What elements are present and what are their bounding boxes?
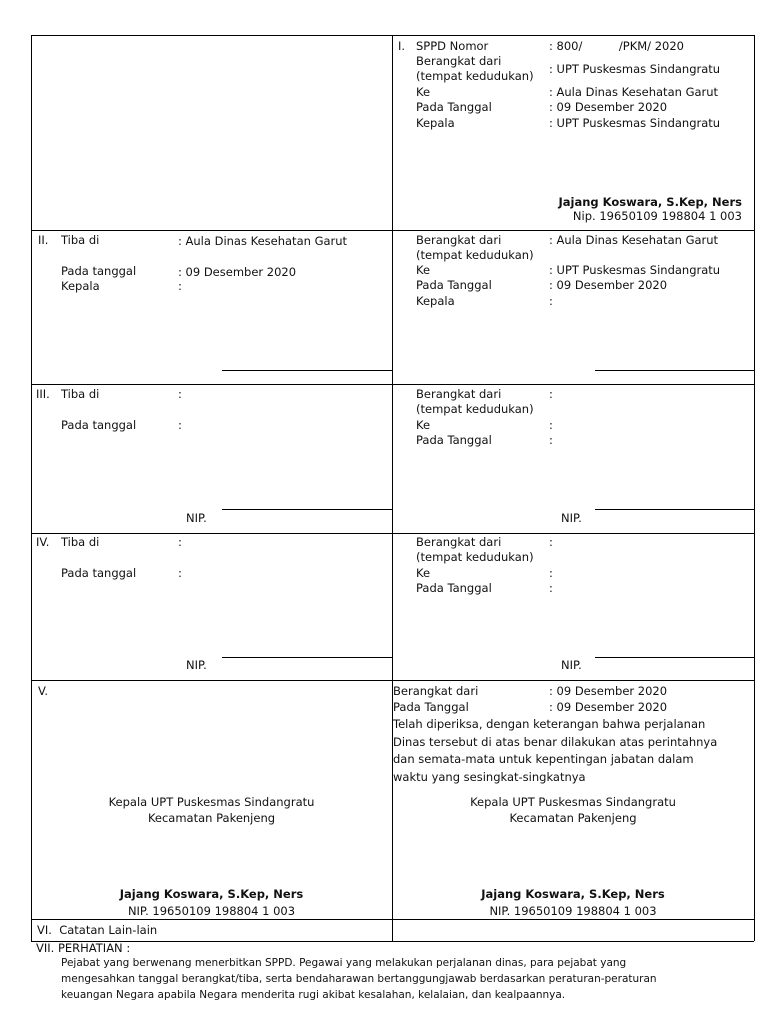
sec4-tanggal-label: Pada tanggal: [61, 566, 137, 580]
sec4-left-nip: NIP.: [186, 658, 207, 672]
section-6-catatan: VI. Catatan Lain-lain: [37, 923, 158, 937]
table-border-bottom: [31, 941, 754, 942]
row-divider-5: [31, 919, 754, 920]
sec4-right-tanggal-label: Pada Tanggal: [416, 581, 492, 595]
sec4-ke-value: :: [549, 566, 553, 580]
sec3-right-tanggal-value: :: [549, 433, 553, 447]
sec4-left-signature-line: [222, 657, 392, 658]
sec5-tanggal-value: : 09 Desember 2020: [549, 700, 668, 714]
berangkat-dari-label: Berangkat dari: [416, 54, 502, 68]
sec3-berangkat-label: Berangkat dari: [416, 387, 502, 401]
sec3-right-tanggal-label: Pada Tanggal: [416, 433, 492, 447]
sec2-kepala-label: Kepala: [61, 279, 100, 293]
sec3-tiba-value: :: [178, 387, 182, 401]
section-2-number: II.: [38, 233, 49, 247]
sec2-tanggal-value: : 09 Desember 2020: [178, 265, 297, 279]
ke-value: : Aula Dinas Kesehatan Garut: [549, 85, 719, 99]
pada-tanggal-value: : 09 Desember 2020: [549, 100, 668, 114]
perhatian-line-2: mengesahkan tanggal berangkat/tiba, serta bendaharawan bertanggungjawab berdasarkan peraturan-peraturan: [61, 973, 657, 985]
sppd-nomor-label: SPPD Nomor: [416, 39, 489, 53]
row-divider-1: [31, 230, 754, 231]
perhatian-line-1: Pejabat yang berwenang menerbitkan SPPD. Pegawai yang melakukan perjalanan dinas, para pejabat yang: [61, 957, 627, 969]
sec2-tiba-label: Tiba di: [61, 233, 100, 247]
sec5-left-signer-name: Jajang Koswara, S.Kep, Ners: [119, 887, 304, 901]
sec4-tempat-label: (tempat kedudukan): [416, 550, 534, 564]
sec3-ke-label: Ke: [416, 418, 431, 432]
sec5-tanggal-label: Pada Tanggal: [393, 700, 469, 714]
sec5-note-line-3: dan semata-mata untuk kepentingan jabatan dalam: [393, 752, 694, 766]
sec5-note-line-2: Dinas tersebut di atas benar dilakukan atas perintahnya: [393, 735, 718, 749]
section-7-perhatian-label: VII. PERHATIAN :: [36, 941, 131, 955]
sec5-note-line-4: waktu yang sesingkat-singkatnya: [393, 770, 586, 784]
sec4-tiba-value: :: [178, 535, 182, 549]
sec5-berangkat-value: : 09 Desember 2020: [549, 684, 668, 698]
sec2-right-tanggal-value: : 09 Desember 2020: [549, 278, 668, 292]
sec2-left-signature-line: [222, 370, 392, 371]
sppd-nomor-value: : 800/ /PKM/ 2020: [549, 39, 684, 53]
sec4-right-tanggal-value: :: [549, 581, 553, 595]
sec3-tempat-label: (tempat kedudukan): [416, 402, 534, 416]
section-1-signer-name: Jajang Koswara, S.Kep, Ners: [558, 195, 742, 209]
kepala-label: Kepala: [416, 116, 455, 130]
section-5-number: V.: [38, 684, 49, 698]
section-1-number: I.: [398, 39, 406, 53]
sec2-berangkat-value: : Aula Dinas Kesehatan Garut: [549, 233, 719, 247]
section-3-number: III.: [36, 387, 50, 401]
sec2-tanggal-label: Pada tanggal: [61, 264, 137, 278]
sec5-right-signer-title-2: Kecamatan Pakenjeng: [509, 811, 637, 825]
sec4-ke-label: Ke: [416, 566, 431, 580]
sec3-tanggal-value: :: [178, 418, 182, 432]
sec2-right-kepala-label: Kepala: [416, 294, 455, 308]
sec4-berangkat-label: Berangkat dari: [416, 535, 502, 549]
sec5-right-signer-name: Jajang Koswara, S.Kep, Ners: [481, 887, 665, 901]
sec4-right-signature-line: [595, 657, 754, 658]
ke-label: Ke: [416, 85, 431, 99]
sec5-left-signer-nip: NIP. 19650109 198804 1 003: [127, 904, 296, 918]
sec5-left-signer-title-1: Kepala UPT Puskesmas Sindangratu: [108, 795, 315, 809]
sec3-right-signature-line: [595, 509, 754, 510]
sec2-right-tanggal-label: Pada Tanggal: [416, 278, 492, 292]
tempat-kedudukan-value: : UPT Puskesmas Sindangratu: [549, 62, 721, 76]
sec3-left-nip: NIP.: [186, 511, 207, 525]
sec5-left-signer-title-2: Kecamatan Pakenjeng: [147, 811, 276, 825]
sec5-note-line-1: Telah diperiksa, dengan keterangan bahwa perjalanan: [393, 717, 706, 731]
row-divider-2: [31, 384, 754, 385]
table-border-right: [754, 35, 755, 941]
sec4-tiba-label: Tiba di: [61, 535, 100, 549]
tempat-kedudukan-label: (tempat kedudukan): [416, 69, 534, 83]
sec3-right-nip: NIP.: [561, 511, 582, 525]
perhatian-line-3: keuangan Negara apabila Negara menderita rugi akibat kesalahan, kelalaian, dan kealpaannya.: [61, 989, 566, 1001]
pada-tanggal-label: Pada Tanggal: [416, 100, 492, 114]
sec2-tiba-value: : Aula Dinas Kesehatan Garut: [178, 234, 348, 248]
sec2-ke-label: Ke: [416, 263, 431, 277]
sec4-right-nip: NIP.: [561, 658, 582, 672]
kepala-value: : UPT Puskesmas Sindangratu: [549, 116, 721, 130]
sec3-tanggal-label: Pada tanggal: [61, 418, 137, 432]
sec2-right-signature-line: [595, 370, 754, 371]
sec3-ke-value: :: [549, 418, 553, 432]
sec3-left-signature-line: [222, 509, 392, 510]
sec2-berangkat-label: Berangkat dari: [416, 233, 502, 247]
sec3-berangkat-value: :: [549, 387, 553, 401]
sec4-berangkat-value: :: [549, 535, 553, 549]
sec2-right-kepala-value: :: [549, 294, 553, 308]
row-divider-3: [31, 533, 754, 534]
sec5-right-signer-nip: NIP. 19650109 198804 1 003: [489, 904, 657, 918]
section-1-signer-nip: Nip. 19650109 198804 1 003: [572, 209, 742, 223]
sec5-right-signer-title-1: Kepala UPT Puskesmas Sindangratu: [470, 795, 676, 809]
sec5-berangkat-label: Berangkat dari: [393, 684, 479, 698]
sec2-ke-value: : UPT Puskesmas Sindangratu: [549, 263, 721, 277]
sec2-tempat-label: (tempat kedudukan): [416, 248, 534, 262]
sec4-tanggal-value: :: [178, 566, 182, 580]
row-divider-4: [31, 680, 754, 681]
section-4-number: IV.: [36, 535, 50, 549]
sec2-kepala-value: :: [178, 279, 182, 293]
sec3-tiba-label: Tiba di: [61, 387, 100, 401]
